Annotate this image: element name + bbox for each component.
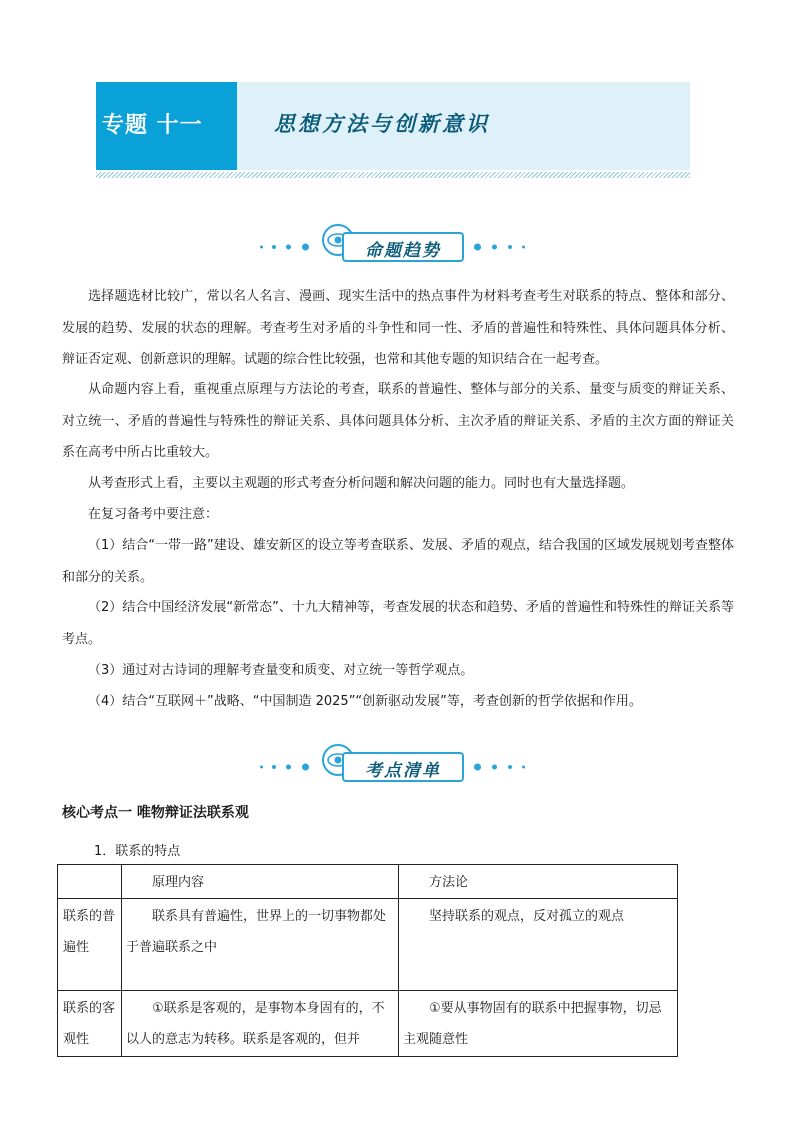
dots-decoration-right — [472, 763, 536, 771]
table-row — [58, 991, 678, 1057]
principle-cell: ①联系是客观的，是事物本身固有的，不以人的意志为转移。联系是客观的，但并 — [122, 991, 399, 1057]
table-header-cell — [58, 865, 122, 899]
paragraph-content-focus: 从命题内容上看，重视重点原理与方法论的考查，联系的普遍性、整体与部分的关系、量变与质变的辩证关系、对立统一、矛盾的普遍性与特殊性的辩证关系、具体问题具体分析、主次矛盾的辩证关系、矛盾的主次方面的辩证关系在高考中所占比重较大。 — [62, 382, 734, 460]
dots-decoration-right — [472, 243, 536, 251]
principle-cell: 联系具有普遍性，世界上的一切事物都处于普遍联系之中 — [122, 899, 399, 991]
table-header-cell: 方法论 — [399, 865, 678, 899]
section-header-trend — [258, 224, 558, 264]
connection-features-table — [57, 864, 678, 1057]
section-label-box — [342, 232, 464, 262]
table-header-cell: 原理内容 — [122, 865, 399, 899]
dots-decoration-left — [258, 763, 322, 771]
section-label-box — [342, 752, 464, 782]
paragraph-point-1: （1）结合“一带一路”建设、雄安新区的设立等考查联系、发展、矛盾的观点，结合我国的区域发展规划考查整体和部分的关系。 — [62, 538, 734, 585]
banner-tag: 专题 十一 — [102, 112, 203, 138]
banner-tag-block — [96, 82, 237, 170]
paragraph-review-note: 在复习备考中要注意： — [88, 507, 219, 522]
row-name-cell: 联系的客观性 — [58, 991, 122, 1057]
section-label-checklist: 考点清单 — [365, 761, 441, 781]
section-label-trend: 命题趋势 — [365, 241, 441, 261]
table-row — [58, 899, 678, 991]
dots-decoration-left — [258, 243, 322, 251]
paragraph-form-focus: 从考查形式上看，主要以主观题的形式考查分析问题和解决问题的能力。同时也有大量选择题。 — [88, 476, 635, 491]
method-cell: ①要从事物固有的联系中把握事物，切忌主观随意性 — [399, 991, 678, 1057]
row-name-cell: 联系的普遍性 — [58, 899, 122, 991]
core-topic-heading: 核心考点一 唯物辩证法联系观 — [62, 805, 249, 821]
banner-title: 思想方法与创新意识 — [274, 111, 490, 136]
banner-hatch-divider — [96, 172, 690, 178]
paragraph-point-3: （3）通过对古诗词的理解考查量变和质变、对立统一等哲学观点。 — [88, 663, 474, 678]
table-header-row — [58, 865, 678, 899]
paragraph-point-4: （4）结合“互联网＋”战略、“中国制造 2025”“创新驱动发展”等，考查创新的哲学依据和作用。 — [88, 694, 642, 709]
method-cell: 坚持联系的观点，反对孤立的观点 — [399, 899, 678, 991]
paragraph-intro: 选择题选材比较广，常以名人名言、漫画、现实生活中的热点事件为材料考查考生对联系的特点、整体和部分、发展的趋势、发展的状态的理解。考查考生对矛盾的斗争性和同一性、矛盾的普遍性和特殊性、具体问题具体分析、辩证否定观、创新意识的理解。试题的综合性比较强，也常和其他专题的知识结合在一起考查。 — [62, 289, 734, 367]
topic-banner — [96, 82, 690, 170]
section-header-checklist — [258, 744, 558, 784]
subsection-heading: 1．联系的特点 — [94, 844, 181, 859]
paragraph-point-2: （2）结合中国经济发展“新常态”、十九大精神等，考查发展的状态和趋势、矛盾的普遍性和特殊性的辩证关系等考点。 — [62, 600, 734, 647]
